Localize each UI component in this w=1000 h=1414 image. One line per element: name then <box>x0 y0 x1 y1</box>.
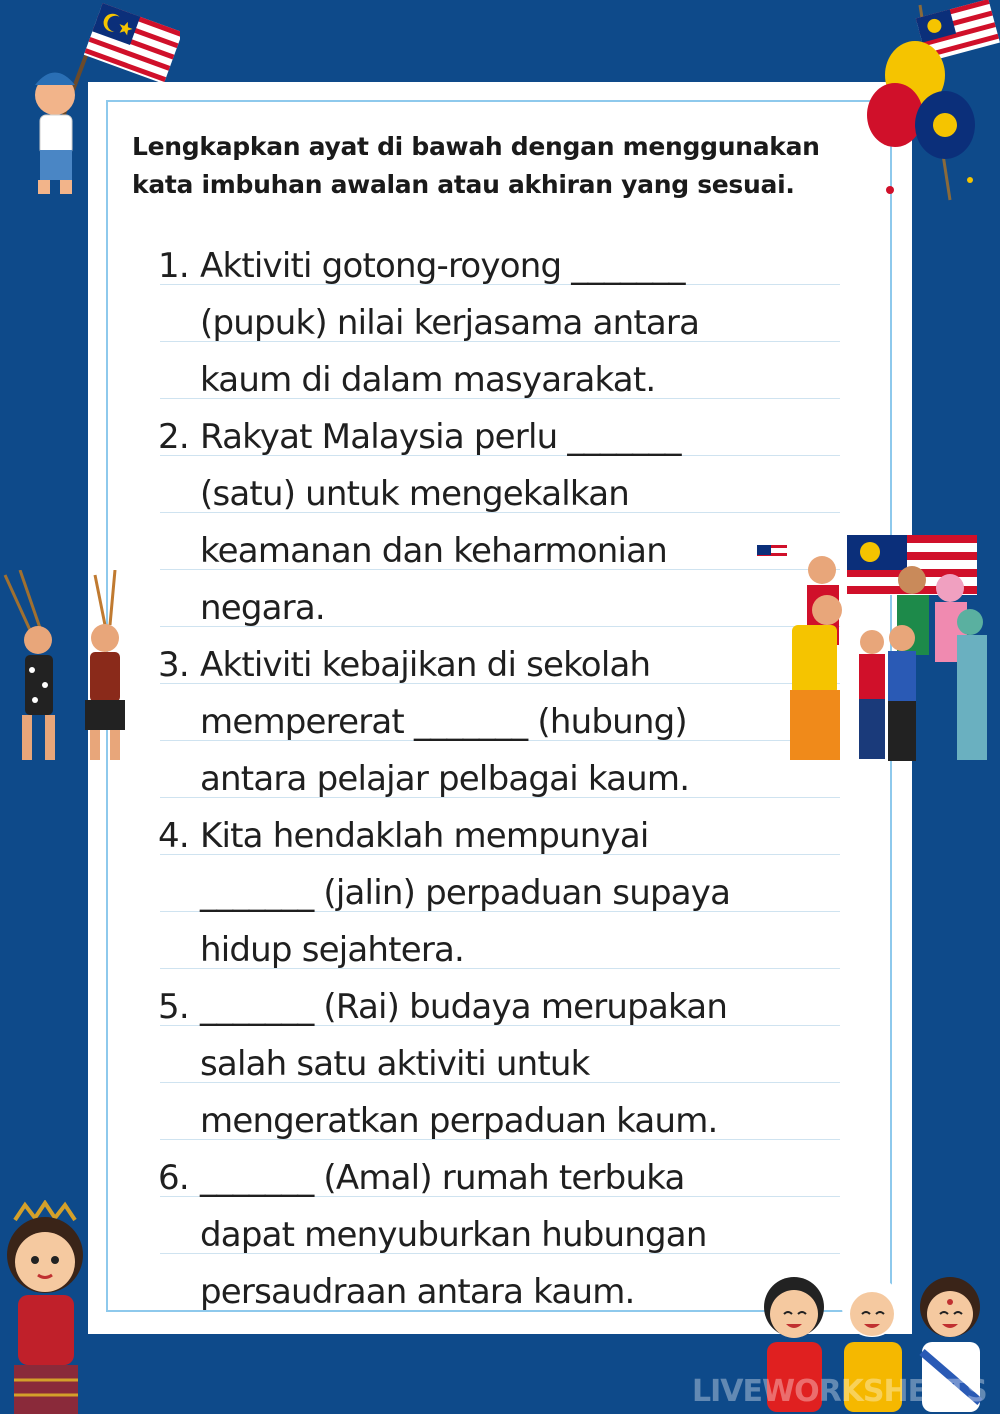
girl-icon <box>0 1200 110 1414</box>
instruction-text <box>132 128 892 204</box>
question-line: dapat menyuburkan hubungan <box>200 1215 707 1255</box>
question-line: Rakyat Malaysia perlu _______ <box>200 417 681 457</box>
question-line: _______ (Rai) budaya merupakan <box>200 987 728 1027</box>
question-line: mengeratkan perpaduan kaum. <box>200 1101 718 1141</box>
dancers-icon <box>0 570 165 765</box>
question-line: (satu) untuk mengekalkan <box>200 474 629 514</box>
question-line: Aktiviti kebajikan di sekolah <box>200 645 651 685</box>
question-line: persaudraan antara kaum. <box>200 1272 635 1312</box>
question-number: 3. <box>158 645 189 685</box>
question-line: negara. <box>200 588 325 628</box>
instruction-line-2: kata imbuhan awalan atau akhiran yang sesuai. <box>132 170 795 199</box>
crowd-icon <box>752 530 1000 780</box>
question-line: _______ (jalin) perpaduan supaya <box>200 873 731 913</box>
question-line: Kita hendaklah mempunyai <box>200 816 649 856</box>
question-line: _______ (Amal) rumah terbuka <box>200 1158 685 1198</box>
malaysia-flag-boy-icon <box>10 0 180 200</box>
question-number: 5. <box>158 987 189 1027</box>
balloons-icon <box>860 0 1000 210</box>
question-number: 1. <box>158 246 189 286</box>
question-number: 2. <box>158 417 189 457</box>
question-number: 4. <box>158 816 189 856</box>
instruction-line-1: Lengkapkan ayat di bawah dengan menggunakan <box>132 132 820 161</box>
watermark-text: LIVEWORKSHEETS <box>692 1374 987 1409</box>
question-line: mempererat _______ (hubung) <box>200 702 687 742</box>
question-line: salah satu aktiviti untuk <box>200 1044 590 1084</box>
question-line: hidup sejahtera. <box>200 930 465 970</box>
question-line: antara pelajar pelbagai kaum. <box>200 759 690 799</box>
question-line: kaum di dalam masyarakat. <box>200 360 656 400</box>
question-line: Aktiviti gotong-royong _______ <box>200 246 685 286</box>
question-line: (pupuk) nilai kerjasama antara <box>200 303 700 343</box>
question-number: 6. <box>158 1158 189 1198</box>
question-line: keamanan dan keharmonian <box>200 531 667 571</box>
